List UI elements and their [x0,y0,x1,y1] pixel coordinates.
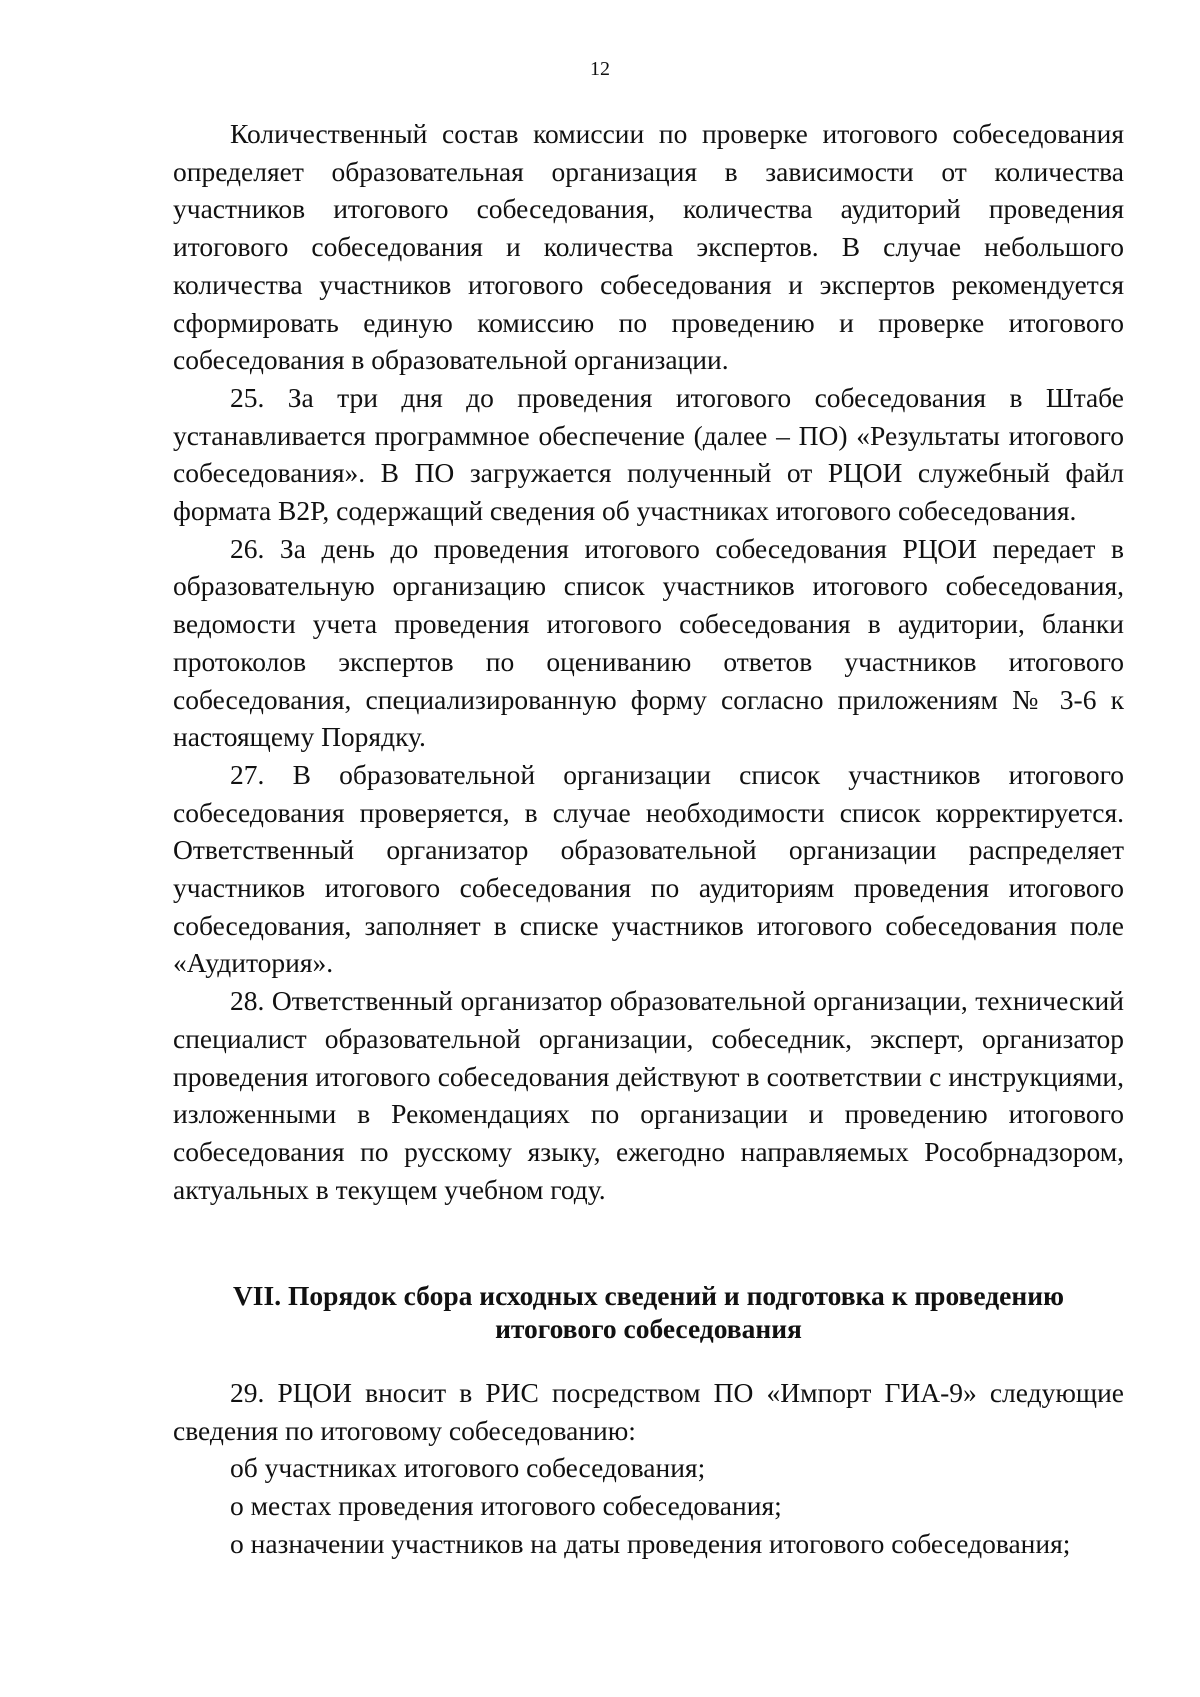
section-heading-line-1: VII. Порядок сбора исходных сведений и подготовка к проведению [232,1280,1065,1311]
paragraph-26: 26. За день до проведения итогового собеседования РЦОИ передает в образовательную организацию список участников итогового собеседования, ведомости учета проведения итогового собеседования в аудитории, бланки протоколов экспертов по оцениванию ответов участников итогового собеседования, специализированную форму согласно приложениям № 3-6 к настоящему Порядку. [173,532,1124,753]
section-heading-line-2: итогового собеседования [495,1313,802,1344]
document-body [173,115,1124,1208]
paragraph-commission: Количественный состав комиссии по проверке итогового собеседования определяет образовательная организация в зависимости от количества участников итогового собеседования, количества аудиторий проведения итогового собеседования и количества экспертов. В случае небольшого количества участников итогового собеседования и экспертов рекомендуется сформировать единую комиссию по проведению и проверке итогового собеседования в образовательной организации. [173,118,1124,376]
list-item-participants: об участниках итогового собеседования; [230,1452,706,1484]
paragraph-29: 29. РЦОИ вносит в РИС посредством ПО «Импорт ГИА-9» следующие сведения по итоговому собеседованию: [173,1377,1124,1446]
paragraph-28: 28. Ответственный организатор образовательной организации, технический специалист образовательной организации, собеседник, эксперт, организатор проведения итогового собеседования действуют в соответствии с инструкциями, изложенными в Рекомендациях по организации и проведению итогового собеседования по русскому языку, ежегодно направляемых Рособрнадзором, актуальных в текущем учебном году. [173,985,1124,1205]
paragraph-25: 25. За три дня до проведения итогового собеседования в Штабе устанавливается программное обеспечение (далее – ПО) «Результаты итогового собеседования». В ПО загружается полученный от РЦОИ служебный файл формата B2P, содержащий сведения об участниках итогового собеседования. [173,381,1124,527]
section-body [173,1374,1124,1563]
page-number: 12 [590,58,610,80]
list-item-locations: о местах проведения итогового собеседования; [230,1490,782,1522]
list-item-assignment-dates: о назначении участников на даты проведения итогового собеседования; [230,1527,1071,1559]
section-heading [173,1279,1124,1345]
paragraph-27: 27. В образовательной организации список участников итогового собеседования проверяется, в случае необходимости список корректируется. Ответственный организатор образовательной организации распределяет участников итогового собеседования по аудиториям проведения итогового собеседования, заполняет в списке участников итогового собеседования поле «Аудитория». [173,758,1124,979]
